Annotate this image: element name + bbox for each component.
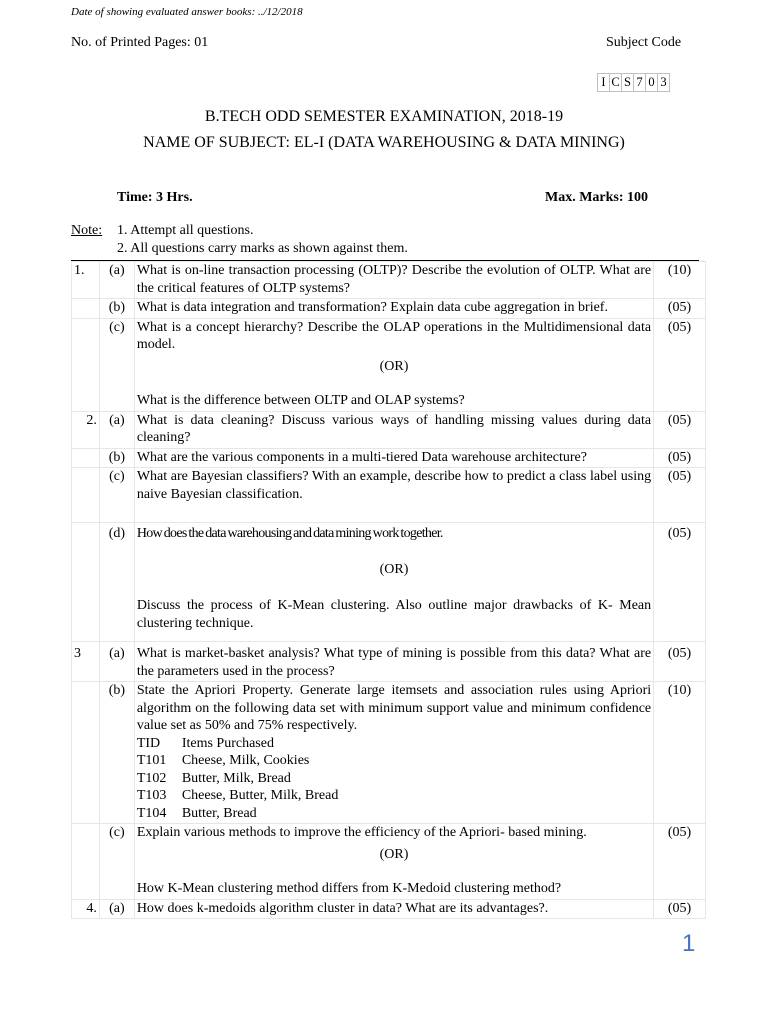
or-separator: (OR) <box>379 561 409 577</box>
dataset-row <box>137 787 651 805</box>
sub-question-label: (b) <box>99 448 134 468</box>
dataset-items: Butter, Bread <box>181 805 257 821</box>
alternative-question-text: Discuss the process of K-Mean clustering. Also outline major drawbacks of K- Mean clustering technique. <box>136 598 652 631</box>
question-row <box>72 411 706 448</box>
alternative-question-text: How K-Mean clustering method differs from K-Medoid clustering method? <box>136 881 562 896</box>
or-separator: (OR) <box>379 846 409 862</box>
question-row <box>72 899 706 919</box>
question-text: State the Apriori Property. Generate large itemsets and association rules using Apriori algorithm on the following data set with minimum support value and minimum confidence value set as 50% and 75% respectively. <box>136 683 652 733</box>
question-text: How does k-medoids algorithm cluster in data? What are its advantages?. <box>134 899 653 919</box>
transaction-dataset <box>137 735 651 823</box>
question-text: What is on-line transaction processing (OLTP)? Describe the evolution of OLTP. What are the critical features of OLTP systems? <box>134 262 653 299</box>
dataset-items: Butter, Milk, Bread <box>181 770 291 786</box>
subject-code-char: S <box>622 74 634 91</box>
subject-code-label: Subject Code <box>606 35 682 50</box>
dataset-items: Cheese, Butter, Milk, Bread <box>181 788 339 803</box>
question-row <box>72 523 706 642</box>
question-number: 2. <box>72 411 100 448</box>
question-marks: (05) <box>654 411 706 448</box>
question-text: What are Bayesian classifiers? With an example, describe how to predict a class label using naive Bayesian classification. <box>134 468 653 523</box>
sub-question-label: (a) <box>99 411 134 448</box>
page-number: 1 <box>682 930 696 957</box>
exam-time: Time: 3 Hrs. <box>117 190 193 205</box>
dataset-items: Cheese, Milk, Cookies <box>181 753 310 768</box>
question-text: How does the data warehousing and data mining work together. <box>136 526 443 541</box>
note-item: 1. Attempt all questions. <box>117 223 254 238</box>
question-text: What is a concept hierarchy? Describe the OLAP operations in the Multidimensional data model. <box>136 319 652 352</box>
question-number: 4. <box>72 899 100 919</box>
subject-code-char: 7 <box>634 74 646 91</box>
alternative-question-text: What is the difference between OLTP and OLAP systems? <box>136 393 465 408</box>
subject-code-char: C <box>610 74 622 91</box>
subject-code-char: I <box>598 74 610 91</box>
subject-code-char: 0 <box>646 74 658 91</box>
question-text: What is market-basket analysis? What type of mining is possible from this data? What are the parameters used in the process? <box>134 642 653 682</box>
question-marks: (05) <box>654 523 706 642</box>
question-row <box>72 642 706 682</box>
dataset-tid-header: TID <box>136 735 161 751</box>
printed-pages: No. of Printed Pages: 01 <box>71 35 209 50</box>
question-marks: (05) <box>654 824 706 900</box>
question-marks: (05) <box>654 899 706 919</box>
question-marks: (05) <box>654 448 706 468</box>
sub-question-label: (c) <box>99 318 134 411</box>
question-row <box>72 318 706 411</box>
sub-question-label: (a) <box>99 262 134 299</box>
exam-title: B.TECH ODD SEMESTER EXAMINATION, 2018-19 <box>204 108 564 125</box>
question-marks: (05) <box>654 318 706 411</box>
question-number: 1. <box>72 262 100 299</box>
question-marks: (10) <box>654 682 706 824</box>
dataset-row <box>137 752 651 770</box>
sub-question-label: (a) <box>99 642 134 682</box>
dataset-row <box>137 805 651 823</box>
question-row <box>72 262 706 299</box>
or-separator: (OR) <box>379 358 409 374</box>
dataset-tid: T104 <box>136 805 167 821</box>
question-text: What is data cleaning? Discuss various ways of handling missing values during data cleaning? <box>134 411 653 448</box>
note-item: 2. All questions carry marks as shown against them. <box>117 241 408 256</box>
sub-question-label: (c) <box>99 468 134 523</box>
question-marks: (05) <box>654 468 706 523</box>
evaluation-date-note: Date of showing evaluated answer books: ../12/2018 <box>71 6 303 18</box>
note-label: Note: <box>71 223 103 238</box>
question-marks: (05) <box>654 642 706 682</box>
sub-question-label: (a) <box>99 899 134 919</box>
question-cell <box>134 523 653 642</box>
question-marks: (10) <box>654 262 706 299</box>
sub-question-label: (c) <box>99 824 134 900</box>
dataset-tid: T101 <box>136 753 167 768</box>
max-marks: Max. Marks: 100 <box>545 190 649 205</box>
question-text: Explain various methods to improve the efficiency of the Apriori- based mining. <box>136 825 587 840</box>
subject-code-box <box>597 73 670 92</box>
dataset-tid: T103 <box>136 788 167 803</box>
question-row <box>72 448 706 468</box>
question-text: What are the various components in a multi-tiered Data warehouse architecture? <box>134 448 653 468</box>
question-cell <box>134 682 653 824</box>
dataset-items-header: Items Purchased <box>181 735 274 751</box>
question-marks: (05) <box>654 299 706 319</box>
subject-name: NAME OF SUBJECT: EL-I (DATA WAREHOUSING & DATA MINING) <box>143 134 625 151</box>
question-number: 3 <box>72 642 100 682</box>
question-row <box>72 682 706 824</box>
question-cell <box>134 824 653 900</box>
sub-question-label: (d) <box>99 523 134 642</box>
dataset-header <box>137 735 651 753</box>
subject-code-char: 3 <box>660 75 667 89</box>
question-row <box>72 824 706 900</box>
dataset-row <box>137 770 651 788</box>
question-text: What is data integration and transformation? Explain data cube aggregation in brief. <box>134 299 653 319</box>
question-row <box>72 468 706 523</box>
sub-question-label: (b) <box>99 682 134 824</box>
question-table <box>71 261 706 919</box>
question-cell <box>134 318 653 411</box>
question-row <box>72 299 706 319</box>
sub-question-label: (b) <box>99 299 134 319</box>
dataset-tid: T102 <box>136 770 167 786</box>
